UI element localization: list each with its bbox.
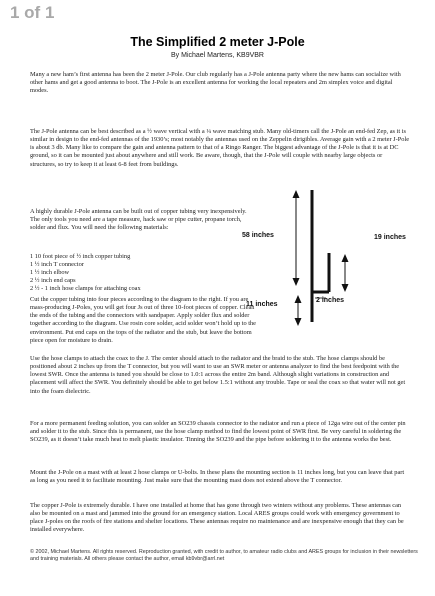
materials-list	[30, 253, 250, 293]
j-pole-diagram	[236, 182, 416, 328]
mounting-paragraph: Mount the J-Pole on a mast with at least 2 hose clamps or U-bolts. In these plans the mounting section is 11 inches long, but you can leave that part as long as you need it to facilitate mounting. Just make sure that the mounting mast does not extend above the T connector.	[30, 469, 405, 485]
durability-paragraph: The copper J-Pole is extremely durable. I have one installed at home that has gone through two winters without any problems. These antennas can also be mounted on a mast and jammed into the ground for an emergency station. Local ARES groups could work with emergency government to place J-poles on the roofs of fire stations and shelter locations. These antennas require no maintenance and are inexpensive enough that they can be installed everywhere.	[30, 502, 404, 534]
list-item: 2 ½ - 1 inch hose clamps for attaching coax	[30, 285, 141, 293]
spacing-label: 2 inches	[316, 297, 345, 304]
list-item: 1 ½ inch T connector	[30, 261, 84, 269]
document-title: The Simplified 2 meter J-Pole	[130, 35, 305, 49]
list-item: 1 ½ inch elbow	[30, 269, 70, 277]
arrow-down-icon	[295, 318, 302, 326]
arrow-down-icon	[342, 284, 349, 292]
list-item: 1 10 foot piece of ½ inch copper tubing	[30, 253, 131, 260]
mount-length-label: 11 inches	[246, 301, 278, 308]
intro-paragraph: Many a new ham’s first antenna has been the 2 meter J-Pole. Our club regularly has a J-Pole antenna party where the new hams can socialize with other hams and get a good antenna to boot. The J-Pole is an excellent antenna for working the local repeaters and 2m simplex voice and digital modes.	[30, 71, 401, 95]
tuning-paragraph: Use the hose clamps to attach the coax to the J. The center should attach to the radiator and the braid to the stub. The hose clamps should be positioned about 2 inches up from the T connector, but you will want to use an SWR meter or antenna analyzer to find the best feedpoint with the lowest SWR. Once the antenna is tuned you should be close to 1.0:1 across the entire 2m band. Although slight variations in construction and placement will affect the SWR. You definitely should be able to get below 1.5:1 without any trouble. Tape or seal the coax so that water will not get into the foam dielectric.	[30, 355, 406, 395]
page-number-label: 1 of 1	[10, 3, 55, 22]
description-paragraph: The J-Pole antenna can be best described as a ½ wave vertical with a ¼ wave matching stub. Many old-timers call the J-Pole an end-fed Zep, as it is similar in design to the end-fed antennas of the 1930’s; most notably the antennas used on the Zeppelin dirigibles. Average gain with a 2 meter J-Pole is about 3 db. Many like to compare the gain and antenna pattern to that of a Ringo Ranger. The biggest advantage of the J-Pole is that it is at DC ground, so it can be mounted just about anywhere and still work. Be aware, though, that the J-Pole will couple with nearby large objects or structures, so try to keep it at least 6-8 feet from buildings.	[30, 128, 410, 168]
cutting-paragraph: Cut the copper tubing into four pieces according to the diagram to the right. If you are mass-producing J-Poles, you will get four Js out of three 10-foot pieces of copper. Clean the ends of the tubing and the connectors with sandpaper. Apply solder flux and solder together according to the diagram. Use rosin core solder, acid solder won’t hold up to the environment. Put end caps on the tops of the radiator and the stub, but leave the bottom piece open for moisture to drain.	[30, 296, 257, 344]
arrow-up-icon	[293, 190, 300, 198]
arrow-up-icon	[342, 254, 349, 262]
copyright-footer: © 2002, Michael Martens. All rights reserved. Reproduction granted, with credit to author, to amateur radio clubs and ARES groups for inclusion in their newsletters and training materials. All others please contact the author, email kb9vbr@arrl.net	[30, 549, 418, 563]
author-byline: By Michael Martens, KB9VBR	[171, 52, 264, 59]
materials-intro-paragraph: A highly durable J-Pole antenna can be built out of copper tubing very inexpensively. The only tools you need are a tape measure, hack saw or pipe cutter, propane torch, solder and flux. You will need the following materials:	[30, 208, 247, 232]
stub-length-label: 19 inches	[374, 234, 406, 241]
permanent-feed-paragraph: For a more permanent feeding solution, you can solder an SO239 chassis connector to the radiator and run a piece of 12ga wire out of the center pin and solder it to the stub. Since this is permanent, use the hose clamp method to find the lowest point of SWR first. Be very careful in soldering the SO239, as it doesn’t take much heat to melt plastic insulator. Tinning the SO239 and the pipe before soldering it to the antenna works the best.	[30, 420, 406, 444]
arrow-up-icon	[295, 295, 302, 303]
arrow-down-icon	[293, 278, 300, 286]
radiator-length-label: 58 inches	[242, 232, 274, 239]
list-item: 2 ½ inch end caps	[30, 277, 76, 285]
